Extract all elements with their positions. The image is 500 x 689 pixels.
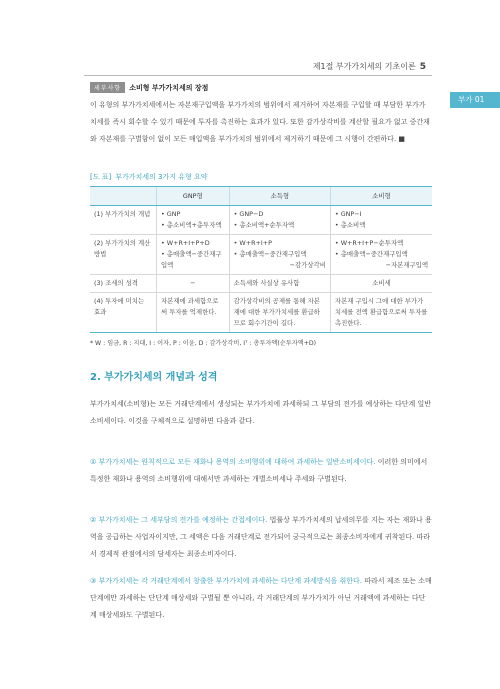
header-empty [90, 187, 157, 206]
cell-line: • 총소비액+총투자액 [161, 221, 222, 229]
table-label: [도 표] [90, 173, 112, 181]
cell-line: • GNP [161, 210, 181, 218]
cell-line: • W+R+I+P [233, 239, 272, 247]
item-lead: ② 부가가치세는 그 세부담의 전가를 예정하는 간접세이다. [90, 516, 268, 524]
cell-line: • 총소비액+순투자액 [233, 221, 295, 229]
table-title-text: 부가가치세의 3가지 유형 요약 [115, 173, 208, 181]
item-body: 따라서 제조 또는 소매단계에만 과세하는 단단계 매상세와 구별될 뿐 아니라, 각 거래단계의 부가가치가 아닌 거래액에 과세하는 다단계 매상세와도 구별된다. [90, 577, 432, 619]
cell-consumption [330, 206, 432, 235]
detail-tag: 세부사항 [90, 82, 125, 93]
cell-consumption [330, 235, 432, 275]
row-label: (4) 투자에 미치는 효과 [90, 293, 157, 333]
table-header-row [90, 187, 432, 206]
cell-income: 감가상각비의 공제를 통해 자본재에 대한 부가가치세를 환급하므로 회수기간이 길다. [229, 293, 330, 333]
header-consumption: 소비형 [330, 187, 432, 206]
section-item-3 [90, 573, 432, 624]
table-row [90, 275, 432, 293]
running-head [313, 61, 426, 72]
cell-line: • 총매출액−중간재구입액 [233, 250, 307, 258]
table-row [90, 293, 432, 333]
row-label: (3) 조세의 성격 [90, 275, 157, 293]
cell-line: • GNP−I [334, 210, 362, 218]
row-label: (2) 부가가치의 계산방법 [90, 235, 157, 275]
vat-types-table [90, 186, 432, 333]
cell-gnp: − [157, 275, 230, 293]
item-body: 법률상 부가가치세의 납세의무를 지는 자는 재화나 용역을 공급하는 사업자이지만, 그 세액은 다음 거래단계로 전가되어 궁극적으로는 최종소비자에게 귀착된다. 따라서 경제적 관점에서의 담세자는 최종소비자이다. [90, 516, 432, 558]
cell-income [229, 235, 330, 275]
running-head-text: 제1절 부가가치세의 기초이론 [312, 62, 416, 71]
detail-title: 소비형 부가가치세의 장점 [129, 83, 209, 92]
item-lead: ① 부가가치세는 원칙적으로 모든 재화나 용역의 소비행위에 대하여 과세하는 일반소비세이다. [90, 458, 376, 466]
detail-heading [90, 82, 208, 93]
header-income: 소득형 [229, 187, 330, 206]
item-body: 이러한 의미에서 특정한 재화나 용역의 소비행위에 대해서만 과세하는 개별소비세나 주세와 구별된다. [90, 458, 428, 483]
cell-income [229, 206, 330, 235]
side-tab: 부가 01 [450, 92, 500, 108]
table-note: * W : 임금, R : 지대, I : 이자, P : 이윤, D : 감가상각비, Iᵀ : 총투자액(순투자액+D) [90, 340, 317, 347]
cell-gnp [157, 206, 230, 235]
header-rule [84, 75, 432, 76]
table-title [90, 172, 208, 182]
section-item-2 [90, 512, 432, 563]
cell-line: −감가상각비 [289, 261, 326, 269]
cell-line: • W+R+I+P−순투자액 [334, 239, 404, 247]
header-gnp: GNP형 [157, 187, 230, 206]
row-label: (1) 부가가치의 개념 [90, 206, 157, 235]
cell-gnp [157, 235, 230, 275]
cell-line: • GNP−D [233, 210, 264, 218]
detail-text: 이 유형의 부가가치세에서는 자본재구입액을 부가가치의 범위에서 제거하여 자본재를 구입할 때 부담한 부가가치세를 즉시 회수할 수 있기 때문에 투자를 촉진하는 효과가 있다. 또한 감가상각비를 계산할 필요가 없고 중간재와 자본재를 구별함이 없이 모든 매입액을 부가가치의 범위에서 제거하기 때문에 그 시행이 간편하다. ■ [90, 101, 430, 143]
cell-consumption: 자본재 구입시 그에 대한 부가가치세를 전액 환급함으로써 투자를 촉진한다. [330, 293, 432, 333]
cell-line: • 총매출액−중간재구입액 [161, 250, 222, 269]
table-row [90, 235, 432, 275]
cell-line: • 총매출액−중간재구입액 [334, 250, 408, 258]
table-row [90, 206, 432, 235]
cell-income: 소득세와 사실상 유사함 [229, 275, 330, 293]
item-lead: ③ 부가가치세는 각 거래단계에서 창출한 부가가치에 과세하는 다단계 과세방식을 취한다. [90, 577, 362, 585]
cell-line: −자본재구입액 [385, 261, 428, 269]
section-item-1 [90, 454, 432, 488]
cell-gnp: 자본재에 과세함으로써 투자를 억제한다. [157, 293, 230, 333]
section-intro: 부가가치세(소비형)는 모든 거래단계에서 생성되는 부가가치에 과세하되 그 부담의 전가를 예상하는 다단계 일반소비세이다. 이것을 구체적으로 설명하면 다음과 같다. [90, 400, 431, 425]
cell-line: • W+R+I+P+D [161, 239, 210, 247]
cell-line: • 총소비액 [334, 221, 366, 229]
section-title: 2. 부가가치세의 개념과 성격 [90, 372, 218, 383]
page-number: 5 [419, 62, 426, 72]
cell-consumption: 소비세 [330, 275, 432, 293]
